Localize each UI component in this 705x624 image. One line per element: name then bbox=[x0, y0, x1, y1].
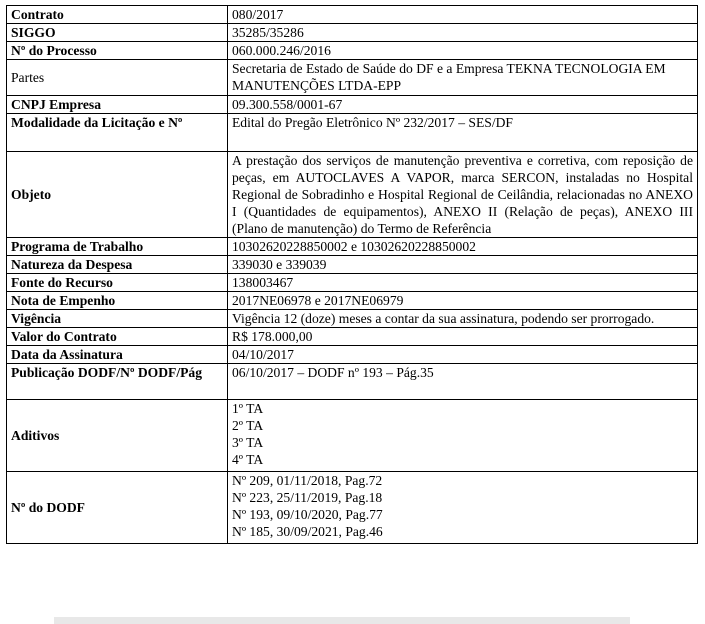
row-label: Publicação DODF/Nº DODF/Pág bbox=[7, 364, 228, 400]
dodf-item: Nº 185, 30/09/2021, Pag.46 bbox=[232, 524, 383, 539]
row-label: Modalidade da Licitação e Nº bbox=[7, 114, 228, 152]
row-label: Nº do DODF bbox=[7, 472, 228, 544]
table-row-natureza bbox=[7, 256, 698, 274]
row-label: Programa de Trabalho bbox=[7, 238, 228, 256]
row-value: Secretaria de Estado de Saúde do DF e a Empresa TEKNA TECNOLOGIA EM MANUTENÇÕES LTDA-EPP bbox=[228, 60, 698, 96]
table-row-fonte bbox=[7, 274, 698, 292]
row-label: Nota de Empenho bbox=[7, 292, 228, 310]
aditivo-item: 1º TA bbox=[232, 401, 264, 416]
row-label: Data da Assinatura bbox=[7, 346, 228, 364]
row-value bbox=[228, 400, 698, 472]
row-value: 10302620228850002 e 10302620228850002 bbox=[228, 238, 698, 256]
table-row-publicacao bbox=[7, 364, 698, 400]
row-label: Contrato bbox=[7, 6, 228, 24]
row-label: Objeto bbox=[7, 152, 228, 238]
dodf-item: Nº 223, 25/11/2019, Pag.18 bbox=[232, 490, 383, 505]
dodf-item: Nº 193, 09/10/2020, Pag.77 bbox=[232, 507, 383, 522]
row-label: CNPJ Empresa bbox=[7, 96, 228, 114]
row-value: 35285/35286 bbox=[228, 24, 698, 42]
table-row-dodf bbox=[7, 472, 698, 544]
row-value: Edital do Pregão Eletrônico Nº 232/2017 – SES/DF bbox=[228, 114, 698, 152]
table-row-empenho bbox=[7, 292, 698, 310]
row-label: Valor do Contrato bbox=[7, 328, 228, 346]
aditivo-item: 2º TA bbox=[232, 418, 264, 433]
row-label: Partes bbox=[7, 60, 228, 96]
row-label: Fonte do Recurso bbox=[7, 274, 228, 292]
row-label: Aditivos bbox=[7, 400, 228, 472]
page-bottom-edge bbox=[54, 617, 630, 624]
table-row-data-assinatura bbox=[7, 346, 698, 364]
row-value: Vigência 12 (doze) meses a contar da sua assinatura, podendo ser prorrogado. bbox=[228, 310, 698, 328]
table-row-partes bbox=[7, 60, 698, 96]
row-value: 09.300.558/0001-67 bbox=[228, 96, 698, 114]
row-value: 2017NE06978 e 2017NE06979 bbox=[228, 292, 698, 310]
table-row-modalidade bbox=[7, 114, 698, 152]
row-value: 060.000.246/2016 bbox=[228, 42, 698, 60]
row-value: 339030 e 339039 bbox=[228, 256, 698, 274]
dodf-item: Nº 209, 01/11/2018, Pag.72 bbox=[232, 473, 383, 488]
table-row-valor bbox=[7, 328, 698, 346]
row-value: 138003467 bbox=[228, 274, 698, 292]
row-value: 06/10/2017 – DODF nº 193 – Pág.35 bbox=[228, 364, 698, 400]
row-value bbox=[228, 472, 698, 544]
row-value: 04/10/2017 bbox=[228, 346, 698, 364]
aditivo-item: 3º TA bbox=[232, 435, 264, 450]
row-label: Nº do Processo bbox=[7, 42, 228, 60]
table-row-cnpj bbox=[7, 96, 698, 114]
contract-summary-table bbox=[6, 5, 698, 544]
table-row-siggo bbox=[7, 24, 698, 42]
aditivo-item: 4º TA bbox=[232, 452, 264, 467]
row-label: Vigência bbox=[7, 310, 228, 328]
row-label: Natureza da Despesa bbox=[7, 256, 228, 274]
row-label: SIGGO bbox=[7, 24, 228, 42]
table-row-programa bbox=[7, 238, 698, 256]
table-row-objeto bbox=[7, 152, 698, 238]
row-value: 080/2017 bbox=[228, 6, 698, 24]
table-row-vigencia bbox=[7, 310, 698, 328]
table-row-aditivos bbox=[7, 400, 698, 472]
row-value: R$ 178.000,00 bbox=[228, 328, 698, 346]
table-row-processo bbox=[7, 42, 698, 60]
table-row-contrato bbox=[7, 6, 698, 24]
row-value: A prestação dos serviços de manutenção preventiva e corretiva, com reposição de peças, em AUTOCLAVES A VAPOR, marca SERCON, instaladas no Hospital Regional de Sobradinho e Hospital Regional de Ceilândia, relacionadas no ANEXO I (Quantidades de equipamentos), ANEXO II (Relação de peças), ANEXO III (Plano de manutenção) do Termo de Referência bbox=[228, 152, 698, 238]
